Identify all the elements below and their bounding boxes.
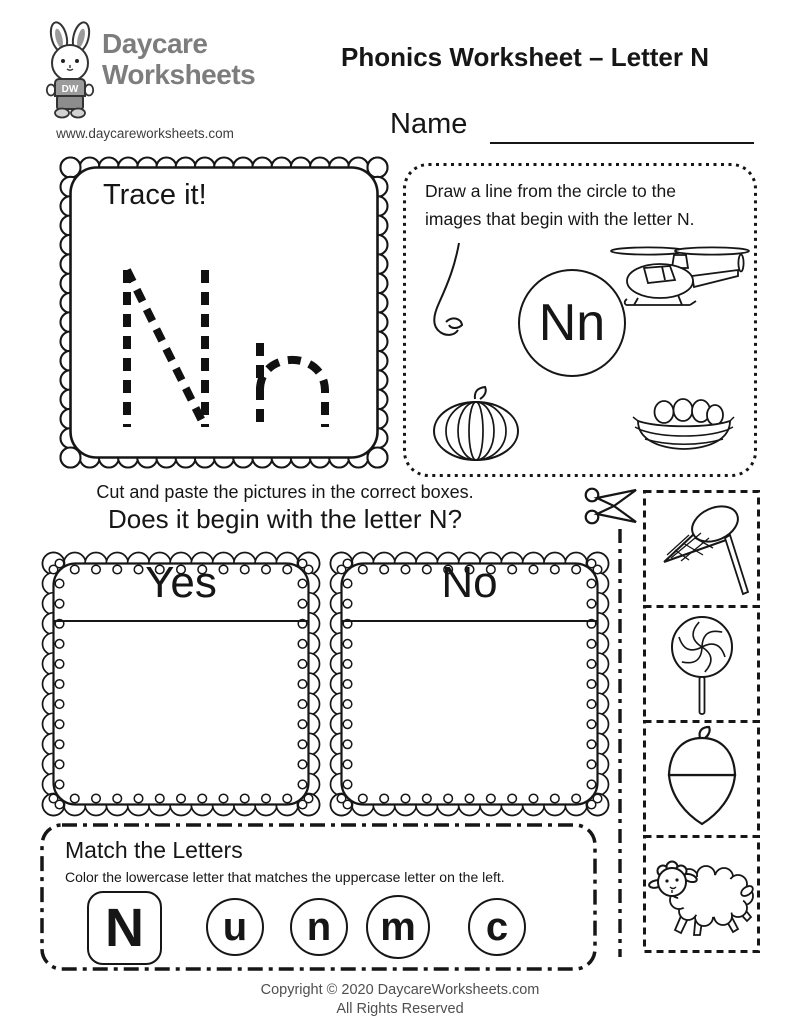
- trace-letters-dashed-Nn[interactable]: [58, 155, 390, 470]
- uppercase-letter: N: [105, 898, 144, 958]
- no-label: No: [441, 558, 498, 607]
- name-label: Name: [390, 108, 468, 140]
- page-title: Phonics Worksheet – Letter N: [341, 42, 709, 72]
- cut-paste-instruction: Cut and paste the pictures in the correct boxes.: [96, 482, 474, 502]
- cutout-acorn[interactable]: [643, 720, 760, 838]
- option-letter-u[interactable]: [206, 898, 264, 956]
- trace-section: [58, 155, 390, 470]
- cutout-lollipop[interactable]: [643, 605, 760, 723]
- yes-box[interactable]: [40, 550, 322, 818]
- match-section: [40, 823, 597, 971]
- option-letter-text: m: [380, 904, 416, 949]
- option-letter-n[interactable]: [290, 898, 348, 956]
- yes-label: Yes: [145, 558, 217, 607]
- uppercase-letter-tile: [87, 891, 162, 965]
- cut-paste-question: Does it begin with the letter N?: [107, 504, 463, 534]
- option-letter-text: n: [306, 904, 332, 949]
- nest-icon[interactable]: [631, 395, 735, 455]
- cutout-lamb[interactable]: [643, 835, 760, 953]
- match-heading: Match the Letters: [65, 837, 243, 863]
- no-divider: [342, 620, 597, 622]
- cutout-net[interactable]: [643, 490, 760, 608]
- footer-copyright: Copyright © 2020 DaycareWorksheets.com: [260, 982, 540, 998]
- draw-line-section: [403, 163, 757, 477]
- nose-icon[interactable]: [419, 239, 479, 344]
- match-instruction: Color the lowercase letter that matches the uppercase letter on the left.: [65, 869, 505, 885]
- scissors-icon: [583, 485, 641, 529]
- option-letter-text: c: [485, 904, 509, 949]
- logo-text: [102, 28, 255, 90]
- bunny-mascot-icon: [36, 20, 104, 120]
- letter-circle[interactable]: [518, 269, 626, 377]
- name-input-line[interactable]: [490, 110, 754, 144]
- cut-guide-line: [616, 529, 624, 957]
- no-box[interactable]: [328, 550, 611, 818]
- net-icon: [655, 498, 750, 600]
- option-letter-text: u: [222, 904, 248, 949]
- logo-shirt-text: DW: [61, 84, 79, 95]
- letter-circle-text: Nn: [538, 294, 606, 352]
- draw-instruction-line2: images that begin with the letter N.: [425, 209, 695, 229]
- trace-heading: Trace it!: [103, 179, 207, 211]
- yes-divider: [54, 620, 308, 622]
- lollipop-icon: [670, 611, 734, 716]
- logo-line2: Worksheets: [102, 59, 256, 90]
- draw-instruction-line1: Draw a line from the circle to the: [425, 181, 676, 201]
- lamb-icon: [648, 849, 756, 941]
- option-letter-c[interactable]: [468, 898, 526, 956]
- acorn-icon: [661, 725, 743, 833]
- footer-rights: All Rights Reserved: [336, 1001, 464, 1017]
- logo-url: www.daycareworksheets.com: [56, 126, 234, 141]
- option-letter-m[interactable]: [366, 895, 430, 959]
- logo-line1: Daycare: [102, 28, 208, 59]
- helicopter-icon[interactable]: [608, 243, 753, 318]
- pumpkin-icon[interactable]: [429, 385, 524, 463]
